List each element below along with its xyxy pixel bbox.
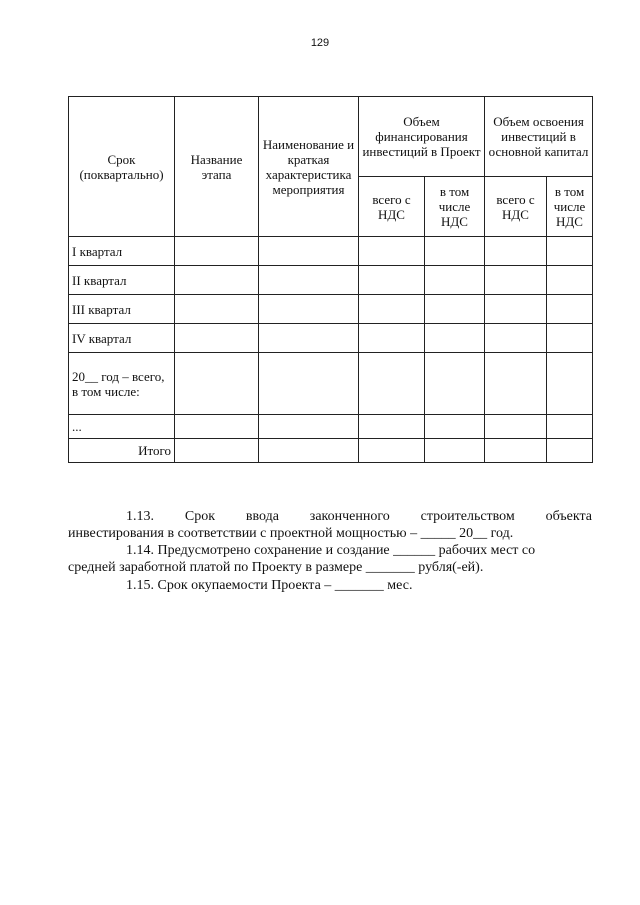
table-cell: [259, 353, 359, 415]
paragraph-1-13-line2: инвестирования в соответствии с проектной мощностью – _____ 20__ год.: [68, 526, 514, 541]
row-label-grand-total: Итого: [69, 439, 175, 463]
table-cell: [485, 439, 547, 463]
table-cell: [425, 237, 485, 266]
table-cell: [425, 353, 485, 415]
table-cell: [259, 237, 359, 266]
row-label-ellipsis: ...: [69, 415, 175, 439]
subheader-financing-total-vat: всего с НДС: [359, 177, 425, 237]
investment-schedule-table: [68, 96, 593, 463]
table-row: [69, 295, 593, 324]
row-label-q1: I квартал: [69, 237, 175, 266]
table-cell: [175, 295, 259, 324]
table-cell: [359, 324, 425, 353]
table-cell: [485, 266, 547, 295]
table-cell: [175, 324, 259, 353]
table-cell: [259, 295, 359, 324]
paragraph-1-14-line2: средней заработной платой по Проекту в размере _______ рубля(-ей).: [68, 560, 484, 575]
table-cell: [425, 295, 485, 324]
paragraph-1-15: 1.15. Срок окупаемости Проекта – _______ мес.: [126, 578, 413, 593]
header-stage-name: Название этапа: [175, 97, 259, 237]
row-label-q2: II квартал: [69, 266, 175, 295]
table-row: [69, 324, 593, 353]
table-row: [69, 415, 593, 439]
table-cell: [485, 295, 547, 324]
table-cell: [259, 324, 359, 353]
table-row: [69, 439, 593, 463]
table-cell: [547, 415, 593, 439]
subheader-development-total-vat: всего с НДС: [485, 177, 547, 237]
table-cell: [485, 353, 547, 415]
table-cell: [547, 324, 593, 353]
table-cell: [175, 237, 259, 266]
table-cell: [485, 324, 547, 353]
table-cell: [485, 415, 547, 439]
table-cell: [425, 266, 485, 295]
header-development-volume: Объем освоения инвестиций в основной капитал: [485, 97, 593, 177]
table-cell: [547, 237, 593, 266]
table-cell: [259, 415, 359, 439]
table-cell: [359, 353, 425, 415]
table-row: [69, 353, 593, 415]
table-cell: [359, 439, 425, 463]
table-cell: [547, 439, 593, 463]
table-cell: [359, 237, 425, 266]
table-cell: [547, 266, 593, 295]
table-cell: [485, 237, 547, 266]
table-row: [69, 237, 593, 266]
header-period: Срок (поквартально): [69, 97, 175, 237]
paragraph-1-13-line1: 1.13. Срок ввода законченного строительством объекта: [126, 509, 592, 524]
table-cell: [175, 266, 259, 295]
table-cell: [259, 439, 359, 463]
subheader-development-incl-vat: в том числе НДС: [547, 177, 593, 237]
table-cell: [175, 439, 259, 463]
table-header-row: [69, 97, 593, 177]
table-cell: [425, 324, 485, 353]
table-cell: [547, 295, 593, 324]
page-number: 129: [310, 37, 330, 49]
paragraph-1-14-line1: 1.14. Предусмотрено сохранение и создание ______ рабочих мест со: [126, 543, 536, 558]
row-label-q4: IV квартал: [69, 324, 175, 353]
row-label-year-total: 20__ год – всего, в том числе:: [69, 353, 175, 415]
row-label-q3: III квартал: [69, 295, 175, 324]
table-row: [69, 266, 593, 295]
table-cell: [425, 415, 485, 439]
table-cell: [359, 415, 425, 439]
table-cell: [359, 266, 425, 295]
header-activity-description: Наименование и краткая характеристика мероприятия: [259, 97, 359, 237]
table-cell: [425, 439, 485, 463]
table-cell: [259, 266, 359, 295]
table-cell: [175, 415, 259, 439]
subheader-financing-incl-vat: в том числе НДС: [425, 177, 485, 237]
table-cell: [175, 353, 259, 415]
table-cell: [359, 295, 425, 324]
table-cell: [547, 353, 593, 415]
header-financing-volume: Объем финансирования инвестиций в Проект: [359, 97, 485, 177]
